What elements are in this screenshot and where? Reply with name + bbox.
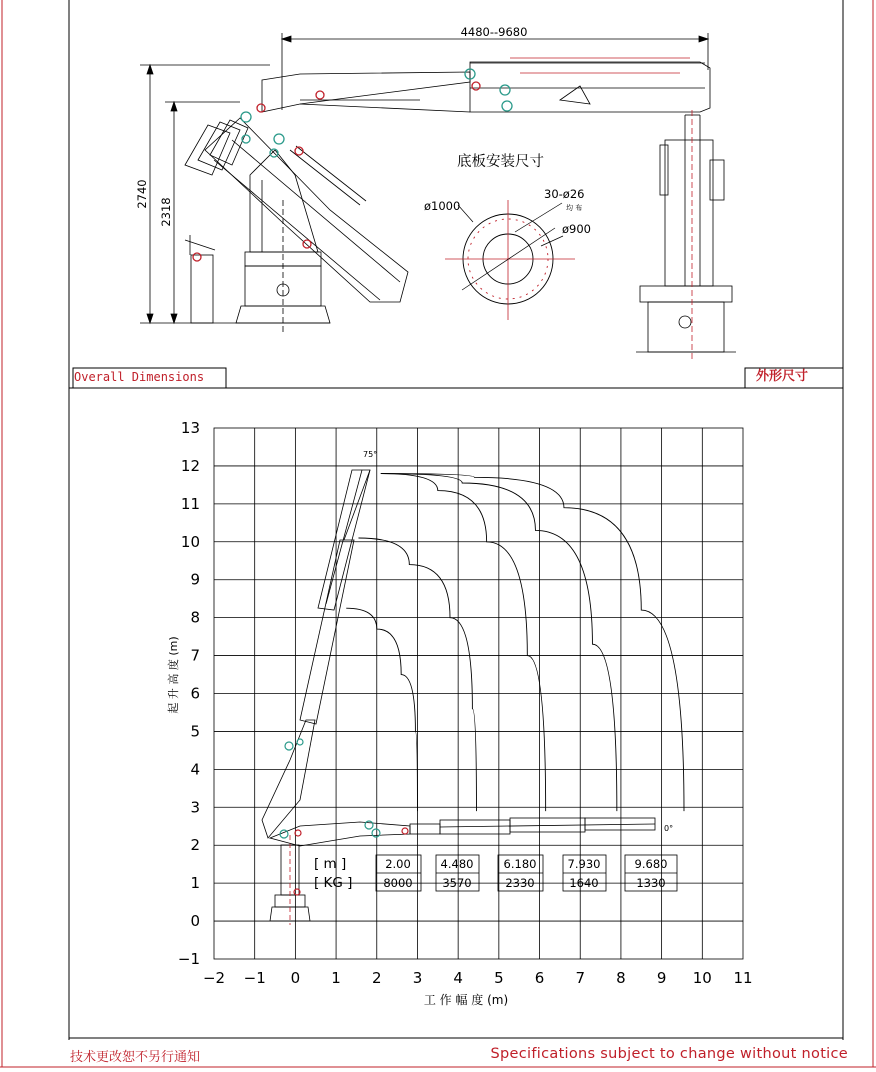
load-radius-3: 6.180 — [503, 857, 537, 871]
bolt-spec-label: 30-ø26 — [544, 187, 585, 201]
y-tick-label: 8 — [190, 608, 200, 627]
x-tick-label: 11 — [733, 969, 753, 987]
height-dimension-outer: 2740 — [135, 179, 149, 209]
load-curve-3 — [381, 474, 546, 812]
y-tick-label: 5 — [190, 722, 200, 741]
angle-bottom-label: 0° — [664, 824, 674, 833]
load-radius-5: 9.680 — [634, 857, 668, 871]
x-tick-label: 9 — [656, 969, 667, 987]
bolt-circle-label: ø900 — [562, 222, 591, 236]
load-value-1: 8000 — [383, 876, 413, 890]
x-tick-label: 2 — [371, 969, 382, 987]
x-tick-label: 4 — [453, 969, 463, 987]
x-tick-label: 0 — [290, 969, 301, 987]
y-tick-label: 1 — [190, 874, 200, 893]
x-tick-label: 3 — [412, 969, 423, 987]
load-curves — [346, 474, 684, 812]
base-plate-view — [445, 200, 575, 320]
x-axis-label: 工 作 幅 度 (m) — [423, 993, 509, 1007]
y-tick-label: 12 — [180, 456, 200, 475]
y-tick-label: 4 — [190, 760, 200, 779]
x-tick-label: 10 — [692, 969, 712, 987]
x-tick-label: 7 — [575, 969, 586, 987]
load-radius-2: 4.480 — [440, 857, 474, 871]
y-tick-label: 10 — [180, 532, 200, 551]
load-radius-1: 2.00 — [385, 857, 411, 871]
overall-dimensions-label: Overall Dimensions — [74, 370, 205, 384]
x-tick-label: 6 — [534, 969, 545, 987]
footer-notice-cn: 技术更改恕不另行通知 — [70, 1050, 201, 1065]
y-tick-label: 7 — [190, 646, 200, 665]
bolt-note-label: 均 布 — [566, 204, 583, 212]
y-tick-label: 11 — [180, 494, 200, 513]
load-value-4: 1640 — [569, 876, 599, 890]
footer-notice-en: Specifications subject to change without notice — [490, 1046, 848, 1062]
x-tick-label: 1 — [331, 969, 341, 987]
x-tick-label: 8 — [616, 969, 626, 987]
load-radius-4: 7.930 — [567, 857, 601, 871]
y-tick-label: 9 — [190, 570, 200, 589]
y-tick-label: −1 — [177, 950, 200, 968]
load-value-2: 3570 — [442, 876, 472, 890]
reach-dimension: 4480--9680 — [460, 25, 528, 39]
chart-white-blocks — [214, 430, 328, 460]
load-value-5: 1330 — [636, 876, 666, 890]
x-tick-label: 5 — [494, 969, 504, 987]
load-curve-1 — [346, 608, 417, 811]
y-tick-label: 13 — [180, 419, 200, 437]
outer-diameter-label: ø1000 — [424, 199, 461, 213]
unit-m-label: [ m ] — [314, 856, 347, 872]
load-value-3: 2330 — [505, 876, 535, 890]
y-axis-label: 起 升 高 度 (m) — [167, 636, 180, 714]
y-tick-label: 6 — [190, 684, 200, 703]
y-tick-label: 2 — [190, 836, 200, 855]
unit-kg-label: [ KG ] — [314, 875, 353, 891]
overall-dimensions-drawing — [140, 33, 710, 335]
x-tick-label: −2 — [202, 969, 226, 987]
y-tick-label: 0 — [190, 912, 200, 931]
y-tick-label: 3 — [190, 798, 200, 817]
cn-dimensions-label: 外形尺寸 — [756, 369, 809, 384]
base-plate-title: 底板安装尺寸 — [457, 154, 544, 170]
load-curve-5 — [381, 474, 684, 812]
angle-top-label: 75° — [363, 450, 378, 459]
side-view — [636, 110, 736, 360]
x-tick-label: −1 — [243, 969, 266, 987]
height-dimension-inner: 2318 — [159, 197, 173, 227]
